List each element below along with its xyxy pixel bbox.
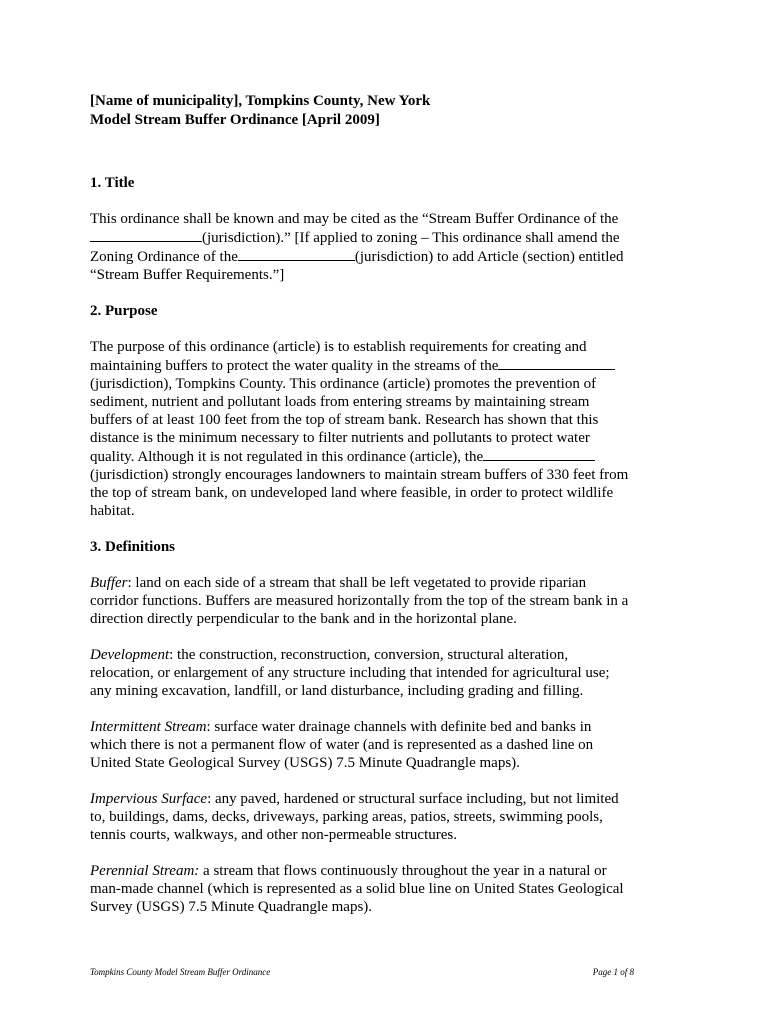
definition-buffer [90,574,630,628]
document-body [90,92,630,916]
footer-page-number: Page 1 of 8 [592,967,634,977]
definition-text: : any paved, hardened or structural surface including, but not limited to, buildings, dams, decks, driveways, parking areas, patios, streets, swimming pools, tennis courts, walkways, and other non-permeable structures. [90,791,619,843]
definition-term: Impervious Surface [90,791,208,807]
definition-text: : the construction, reconstruction, conversion, structural alteration, relocation, or enlargement of any structure including that intended for agricultural use; any mining excavation, landfill, or land disturbance, including grading and filling. [90,647,610,699]
section-title-heading: 1. Title [90,175,135,191]
purpose-text-part-3: (jurisdiction) strongly encourages landowners to maintain stream buffers of 330 feet from the top of stream bank, on undeveloped land where feasible, in order to protect wildlife habitat. [90,467,629,519]
section-definitions-heading: 3. Definitions [90,539,176,555]
jurisdiction-blank [90,228,202,242]
footer-document-title: Tompkins County Model Stream Buffer Ordinance [90,967,271,977]
jurisdiction-blank [483,447,595,461]
document-header-line-1: [Name of municipality], Tompkins County, New York [90,93,431,109]
section-purpose-paragraph [90,338,630,520]
definition-development [90,646,630,700]
title-text-part-3: (jurisdiction) to add Article (section) entitled “Stream Buffer Requirements.”] [90,249,624,283]
section-title-paragraph [90,210,630,284]
definition-term: Development [90,647,170,663]
purpose-text-part-1: The purpose of this ordinance (article) is to establish requirements for creating and maintaining buffers to protect the water quality in the streams of the [90,339,587,374]
purpose-text-part-2: (jurisdiction), Tompkins County. This ordinance (article) promotes the prevention of sediment, nutrient and pollutant loads from entering streams by maintaining stream buffers of at least 100 feet from the top of stream bank. Research has shown that this distance is the minimum necessary to filter nutrients and pollutants to protect water quality. Although it is not regulated in this ordinance (article), the [90,376,599,465]
definition-impervious-surface [90,790,630,844]
jurisdiction-blank [238,247,355,261]
definition-text: : surface water drainage channels with definite bed and banks in which there is not a permanent flow of water (and is represented as a dashed line on United State Geological Survey (USGS) 7.5 Minute Quadrangle maps). [90,719,594,771]
definition-text: : land on each side of a stream that shall be left vegetated to provide riparian corridor functions. Buffers are measured horizontally from the top of the stream bank in a direction directly perpendicular to the bank and in the horizontal plane. [90,575,629,627]
definition-term: Intermittent Stream [90,719,207,735]
definition-term: Perennial Stream: [90,863,200,879]
definition-text: a stream that flows continuously throughout the year in a natural or man-made channel (which is represented as a solid blue line on United States Geological Survey (USGS) 7.5 Minute Quadrangle maps). [90,863,624,915]
definition-perennial-stream [90,862,630,916]
title-text-part-1: This ordinance shall be known and may be cited as the “Stream Buffer Ordinance of the [90,211,619,227]
section-purpose-heading: 2. Purpose [90,303,158,319]
jurisdiction-blank [498,356,615,370]
definition-intermittent-stream [90,718,630,772]
document-header-line-2: Model Stream Buffer Ordinance [April 2009] [90,112,380,128]
title-text-part-2: (jurisdiction).” [If applied to zoning – This ordinance shall amend the Zoning Ordinance of the [90,230,620,265]
definition-term: Buffer [90,575,128,591]
